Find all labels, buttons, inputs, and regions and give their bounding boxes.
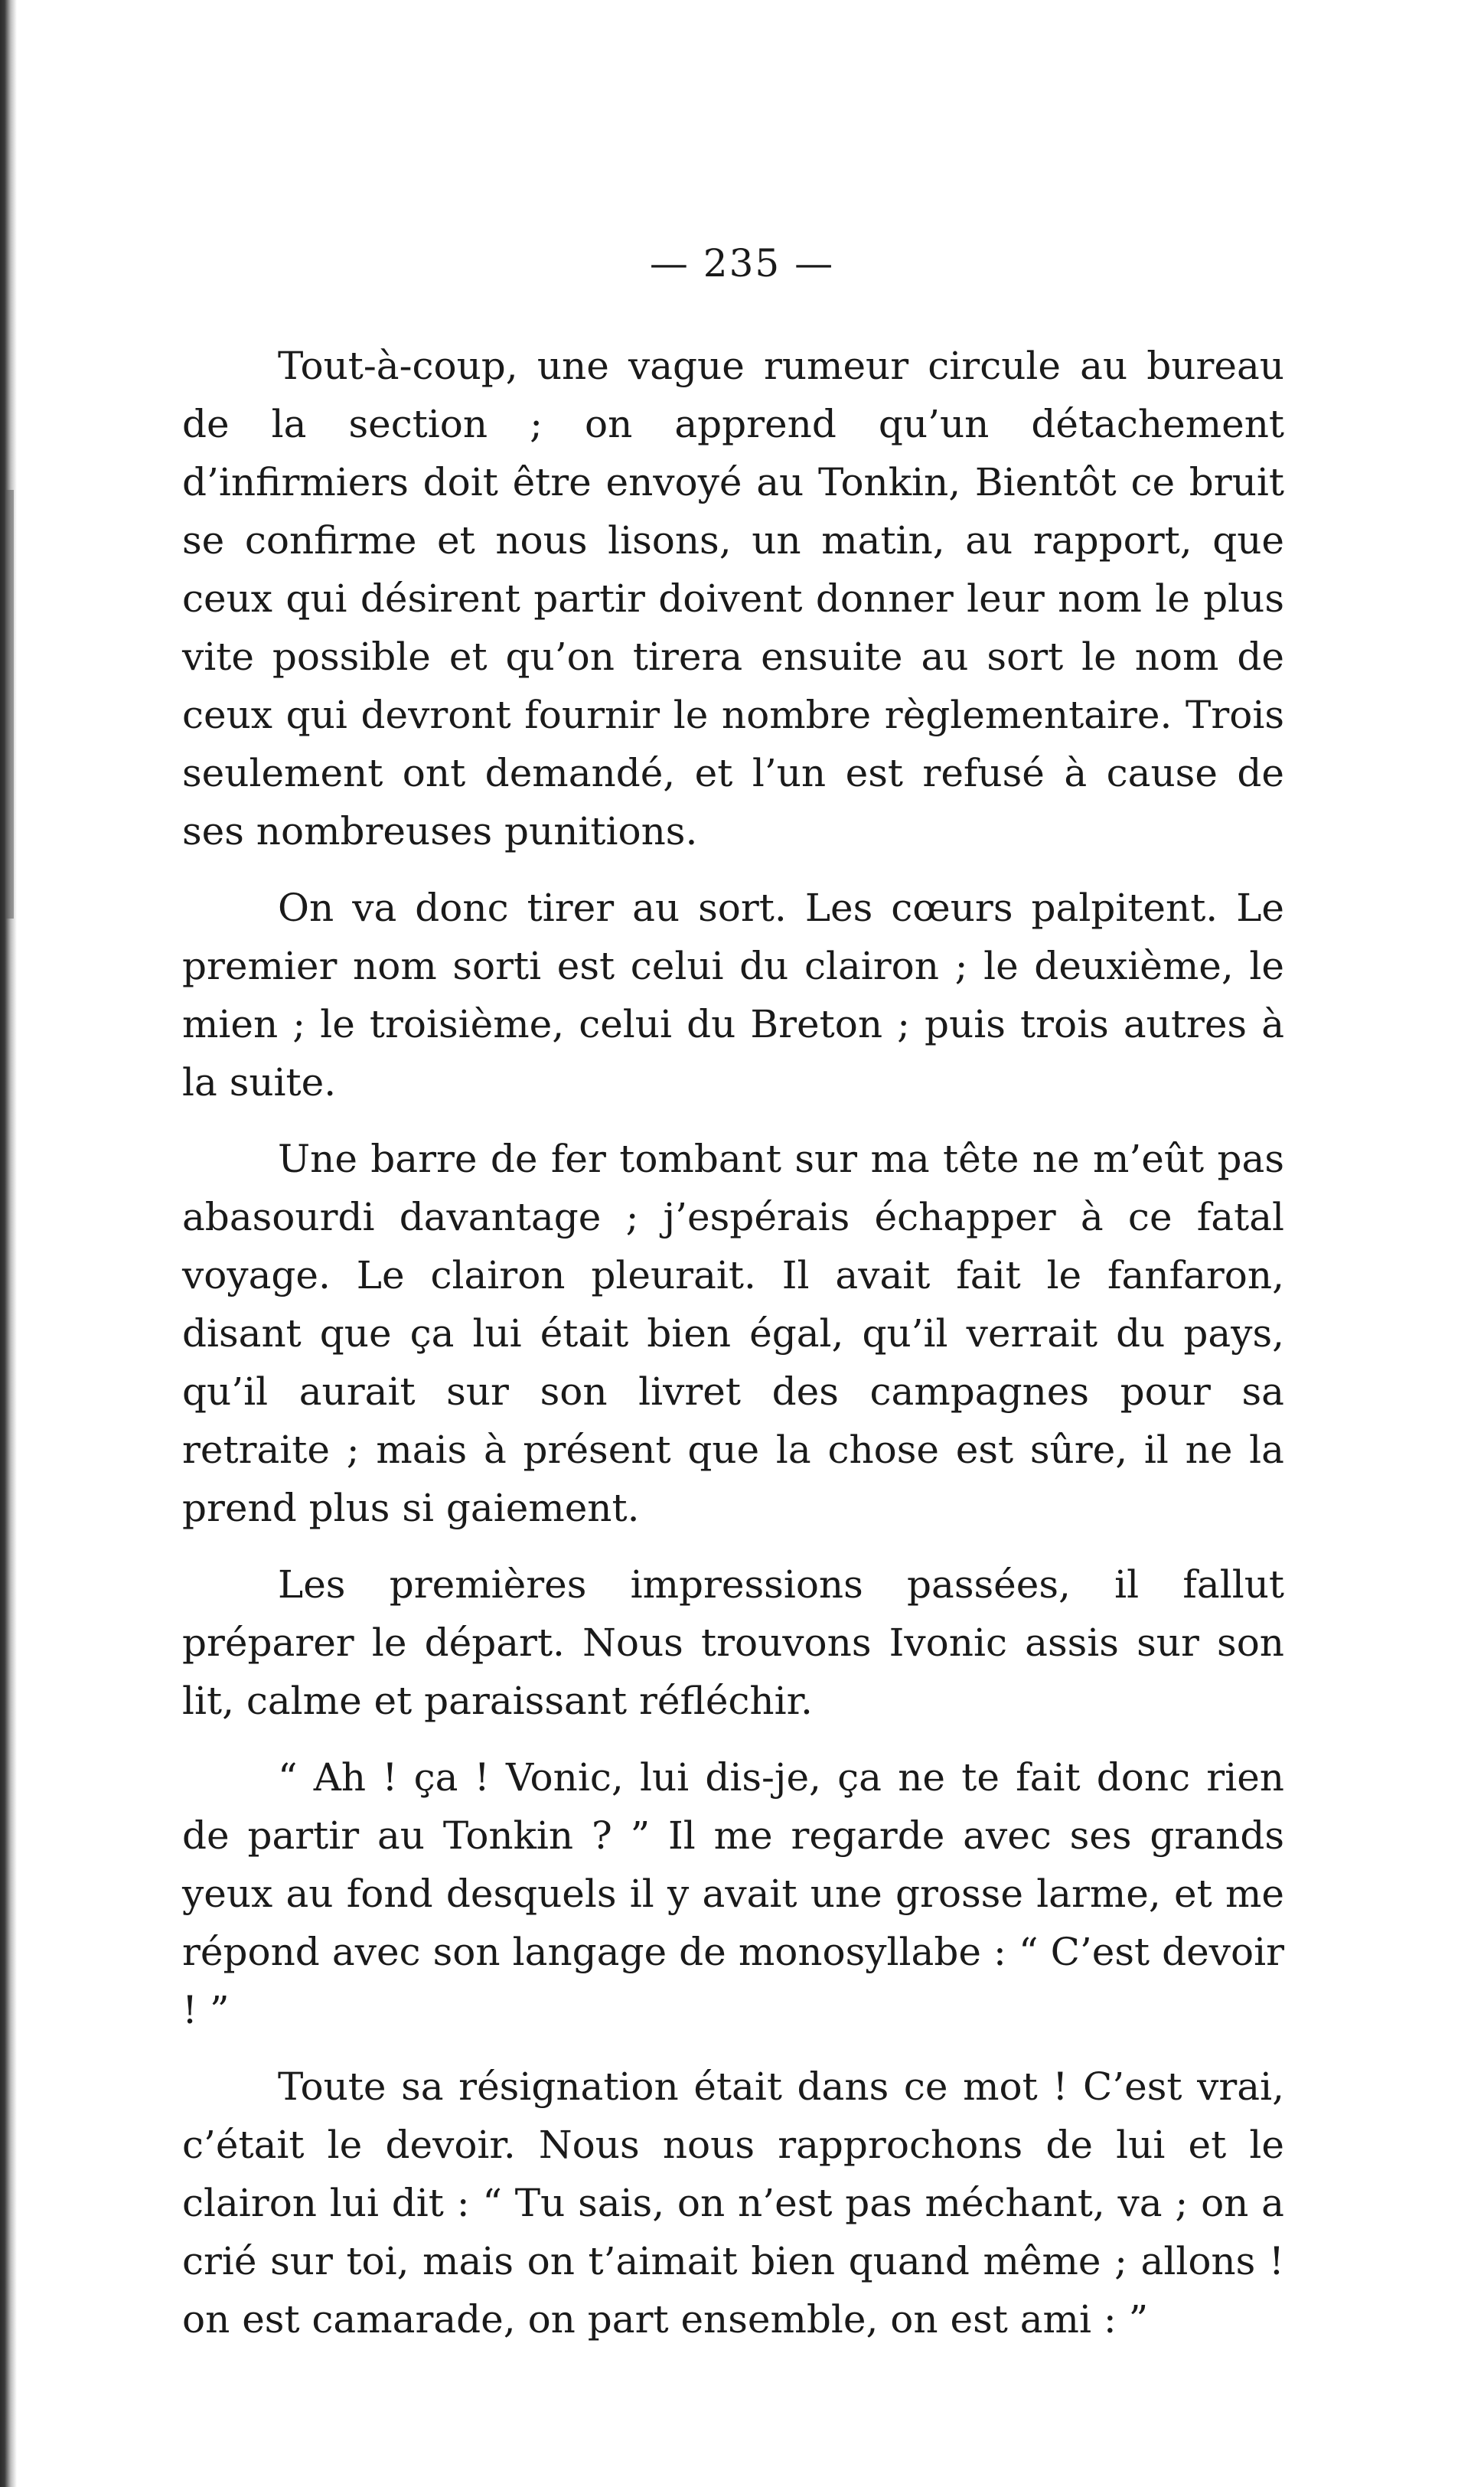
paragraph-5: “ Ah ! ça ! Vonic, lui dis-je, ça ne te fait donc rien de partir au Tonkin ? ” Il me regarde avec ses grands yeux au fond desquels il y avait une grosse larme, et me répond avec son langage de monosyllabe : “ C’est devoir ! ” bbox=[182, 1755, 1284, 2032]
page-number: — 235 — bbox=[649, 241, 835, 286]
paragraph-2: On va donc tirer au sort. Les cœurs palpitent. Le premier nom sorti est celui du clairon ; le deuxième, le mien ; le troisième, celui du Breton ; puis trois autres à la suite. bbox=[182, 886, 1284, 1105]
paragraph-6: Toute sa résignation était dans ce mot ! C’est vrai, c’était le devoir. Nous nous rapprochons de lui et le clairon lui dit : “ Tu sais, on n’est pas méchant, va ; on a crié sur toi, mais on t’aimait bien quand même ; allons ! on est camarade, on part ensemble, on est ami : ” bbox=[182, 2064, 1284, 2342]
paragraph-1: Tout-à-coup, une vague rumeur circule au bureau de la section ; on apprend qu’un détachement d’infirmiers doit être envoyé au Tonkin, Bientôt ce bruit se confirme et nous lisons, un matin, au rapport, que ceux qui désirent partir doivent donner leur nom le plus vite possible et qu’on tirera ensuite au sort le nom de ceux qui devront fournir le nombre règlementaire. Trois seulement ont demandé, et l’un est refusé à cause de ses nombreuses punitions. bbox=[182, 344, 1284, 853]
paragraph-3: Une barre de fer tombant sur ma tête ne m’eût pas abasourdi davantage ; j’espérais échapper à ce fatal voyage. Le clairon pleurait. Il avait fait le fanfaron, disant que ça lui était bien égal, qu’il verrait du pays, qu’il aurait sur son livret des campagnes pour sa retraite ; mais à présent que la chose est sûre, il ne la prend plus si gaiement. bbox=[182, 1137, 1284, 1530]
paragraph-4: Les premières impressions passées, il fallut préparer le départ. Nous trouvons Ivonic assis sur son lit, calme et paraissant réfléchir. bbox=[182, 1562, 1284, 1723]
body-text bbox=[182, 337, 1284, 2348]
